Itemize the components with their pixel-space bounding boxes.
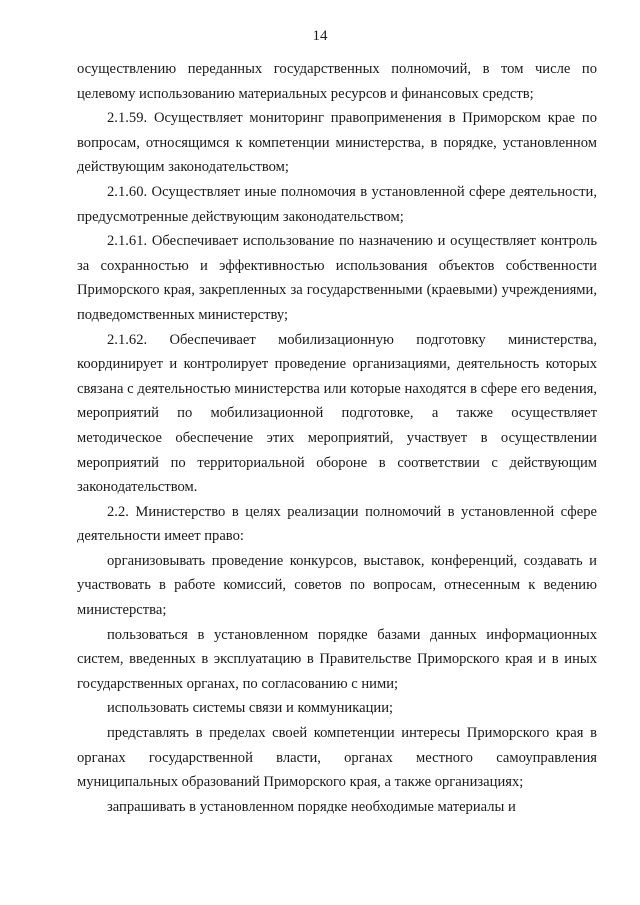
paragraph-right-competitions: организовывать проведение конкурсов, выставок, конференций, создавать и участвовать в работе комиссий, советов по вопросам, отнесенным к ведению министерства; xyxy=(77,552,597,619)
paragraph-2-2: 2.2. Министерство в целях реализации полномочий в установленной сфере деятельности имеет право: xyxy=(77,503,597,545)
paragraph-2-1-60: 2.1.60. Осуществляет иные полномочия в установленной сфере деятельности, предусмотренные действующим законодательством; xyxy=(77,183,597,225)
paragraph-2-1-62: 2.1.62. Обеспечивает мобилизационную подготовку министерства, координирует и контролирует проведение организациями, деятельность которых связана с деятельностью министерства или которые находятся в сфере его ведения, мероприятий по мобилизационной подготовке, а также осуществляет методическое обеспечение этих мероприятий, участвует в осуществлении мероприятий по территориальной обороне в соответствии с действующим законодательством. xyxy=(77,331,597,496)
paragraph-continuation: осуществлению переданных государственных полномочий, в том числе по целевому использованию материальных ресурсов и финансовых средств; xyxy=(77,61,597,102)
paragraph-2-1-59: 2.1.59. Осуществляет мониторинг правоприменения в Приморском крае по вопросам, относящимся к компетенции министерства, в порядке, установленном действующим законодательством; xyxy=(77,110,597,176)
page-number: 14 xyxy=(312,28,328,44)
document-body xyxy=(77,57,597,819)
paragraph-right-request: запрашивать в установленном порядке необходимые материалы и xyxy=(107,798,516,815)
paragraph-right-databases: пользоваться в установленном порядке базами данных информационных систем, введенных в эксплуатацию в Правительстве Приморского края и в иных государственных органах, по согласованию с ними; xyxy=(77,626,597,692)
paragraph-right-communications: использовать системы связи и коммуникации; xyxy=(107,700,394,717)
paragraph-right-representation: представлять в пределах своей компетенции интересы Приморского края в органах государственной власти, органах местного самоуправления муниципальных образований Приморского края, а также организациях; xyxy=(77,725,597,791)
paragraph-2-1-61: 2.1.61. Обеспечивает использование по назначению и осуществляет контроль за сохранностью и эффективностью использования объектов собственности Приморского края, закрепленных за государственными (краевыми) учреждениями, подведомственных министерству; xyxy=(77,233,597,323)
